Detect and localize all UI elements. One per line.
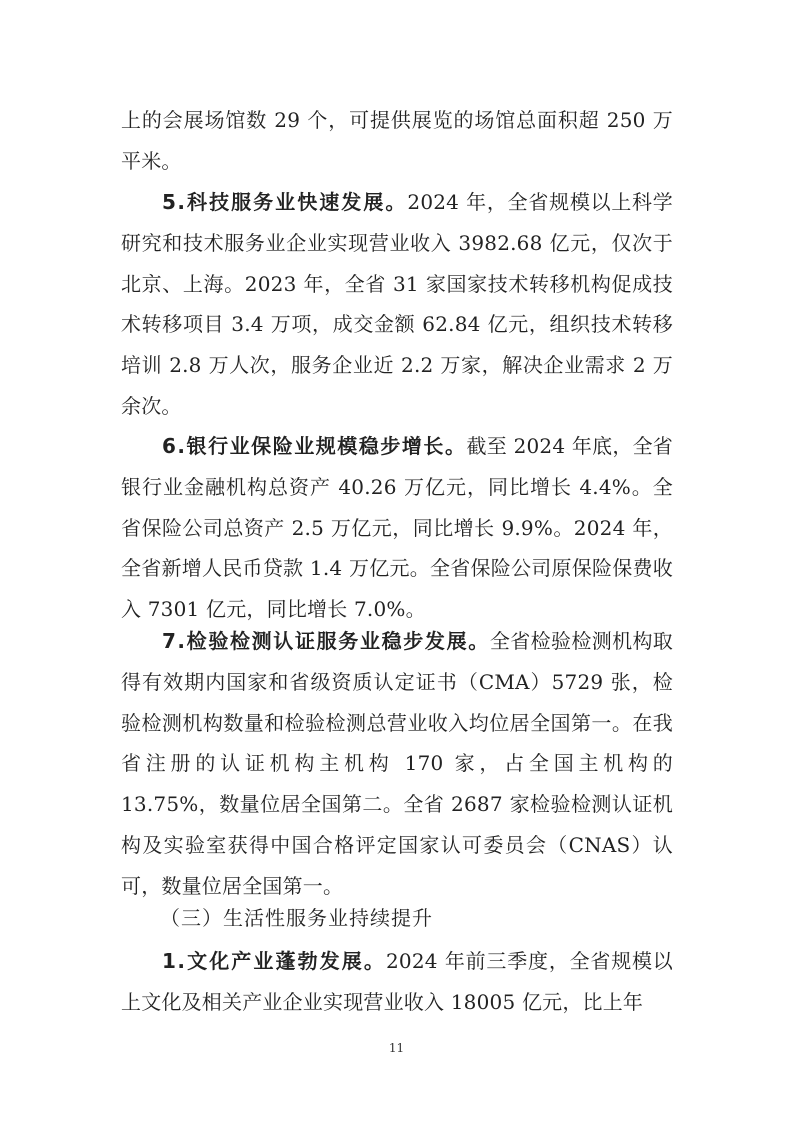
paragraph-text: 2024 年前三季度，全省规模以上文化及相关产业企业实现营业收入 18005 亿元，比上年 bbox=[121, 949, 673, 1014]
paragraph-heading: 7.检验检测认证服务业稳步发展。 bbox=[162, 629, 490, 653]
paragraph-inspection-testing bbox=[121, 621, 673, 907]
paragraph-culture-industry bbox=[121, 941, 673, 1023]
paragraph-text: 2024 年，全省规模以上科学研究和技术服务业企业实现营业收入 3982.68 亿元，仅次于北京、上海。2023 年，全省 31 家国家技术转移机构促成技术转移项目 3.4 万项，成交金额 62.84 亿元，组织技术转移培训 2.8 万人次，服务企业近 2.2 万家，解决企业需求 2 万余次。 bbox=[121, 190, 673, 418]
paragraph-heading: 6.银行业保险业规模稳步增长。 bbox=[162, 434, 467, 458]
paragraph-text: 全省检验检测机构取得有效期内国家和省级资质认定证书（CMA）5729 张，检验检测机构数量和检验检测总营业收入均位居全国第一。在我省注册的认证机构主机构 170 家，占全国主机构的 13.75%，数量位居全国第二。全省 2687 家检验检测认证机构及实验室获得中国合格评定国家认可委员会（CNAS）认可，数量位居全国第一。 bbox=[121, 629, 673, 898]
section-heading: （三）生活性服务业持续提升 bbox=[160, 906, 433, 930]
paragraph-text: 上的会展场馆数 29 个，可提供展览的场馆总面积超 250 万平米。 bbox=[121, 108, 673, 173]
page-number: 11 bbox=[388, 1041, 405, 1055]
paragraph-banking-insurance bbox=[121, 426, 673, 630]
paragraph-continuation bbox=[121, 100, 673, 182]
paragraph-heading: 5.科技服务业快速发展。 bbox=[162, 190, 408, 214]
paragraph-text: 截至 2024 年底，全省银行业金融机构总资产 40.26 万亿元，同比增长 4.4%。全省保险公司总资产 2.5 万亿元，同比增长 9.9%。2024 年，全省新增人民币贷款 1.4 万亿元。全省保险公司原保险保费收入 7301 亿元，同比增长 7.0%。 bbox=[121, 434, 674, 622]
paragraph-heading: 1.文化产业蓬勃发展。 bbox=[162, 949, 386, 973]
paragraph-tech-services bbox=[121, 182, 673, 427]
